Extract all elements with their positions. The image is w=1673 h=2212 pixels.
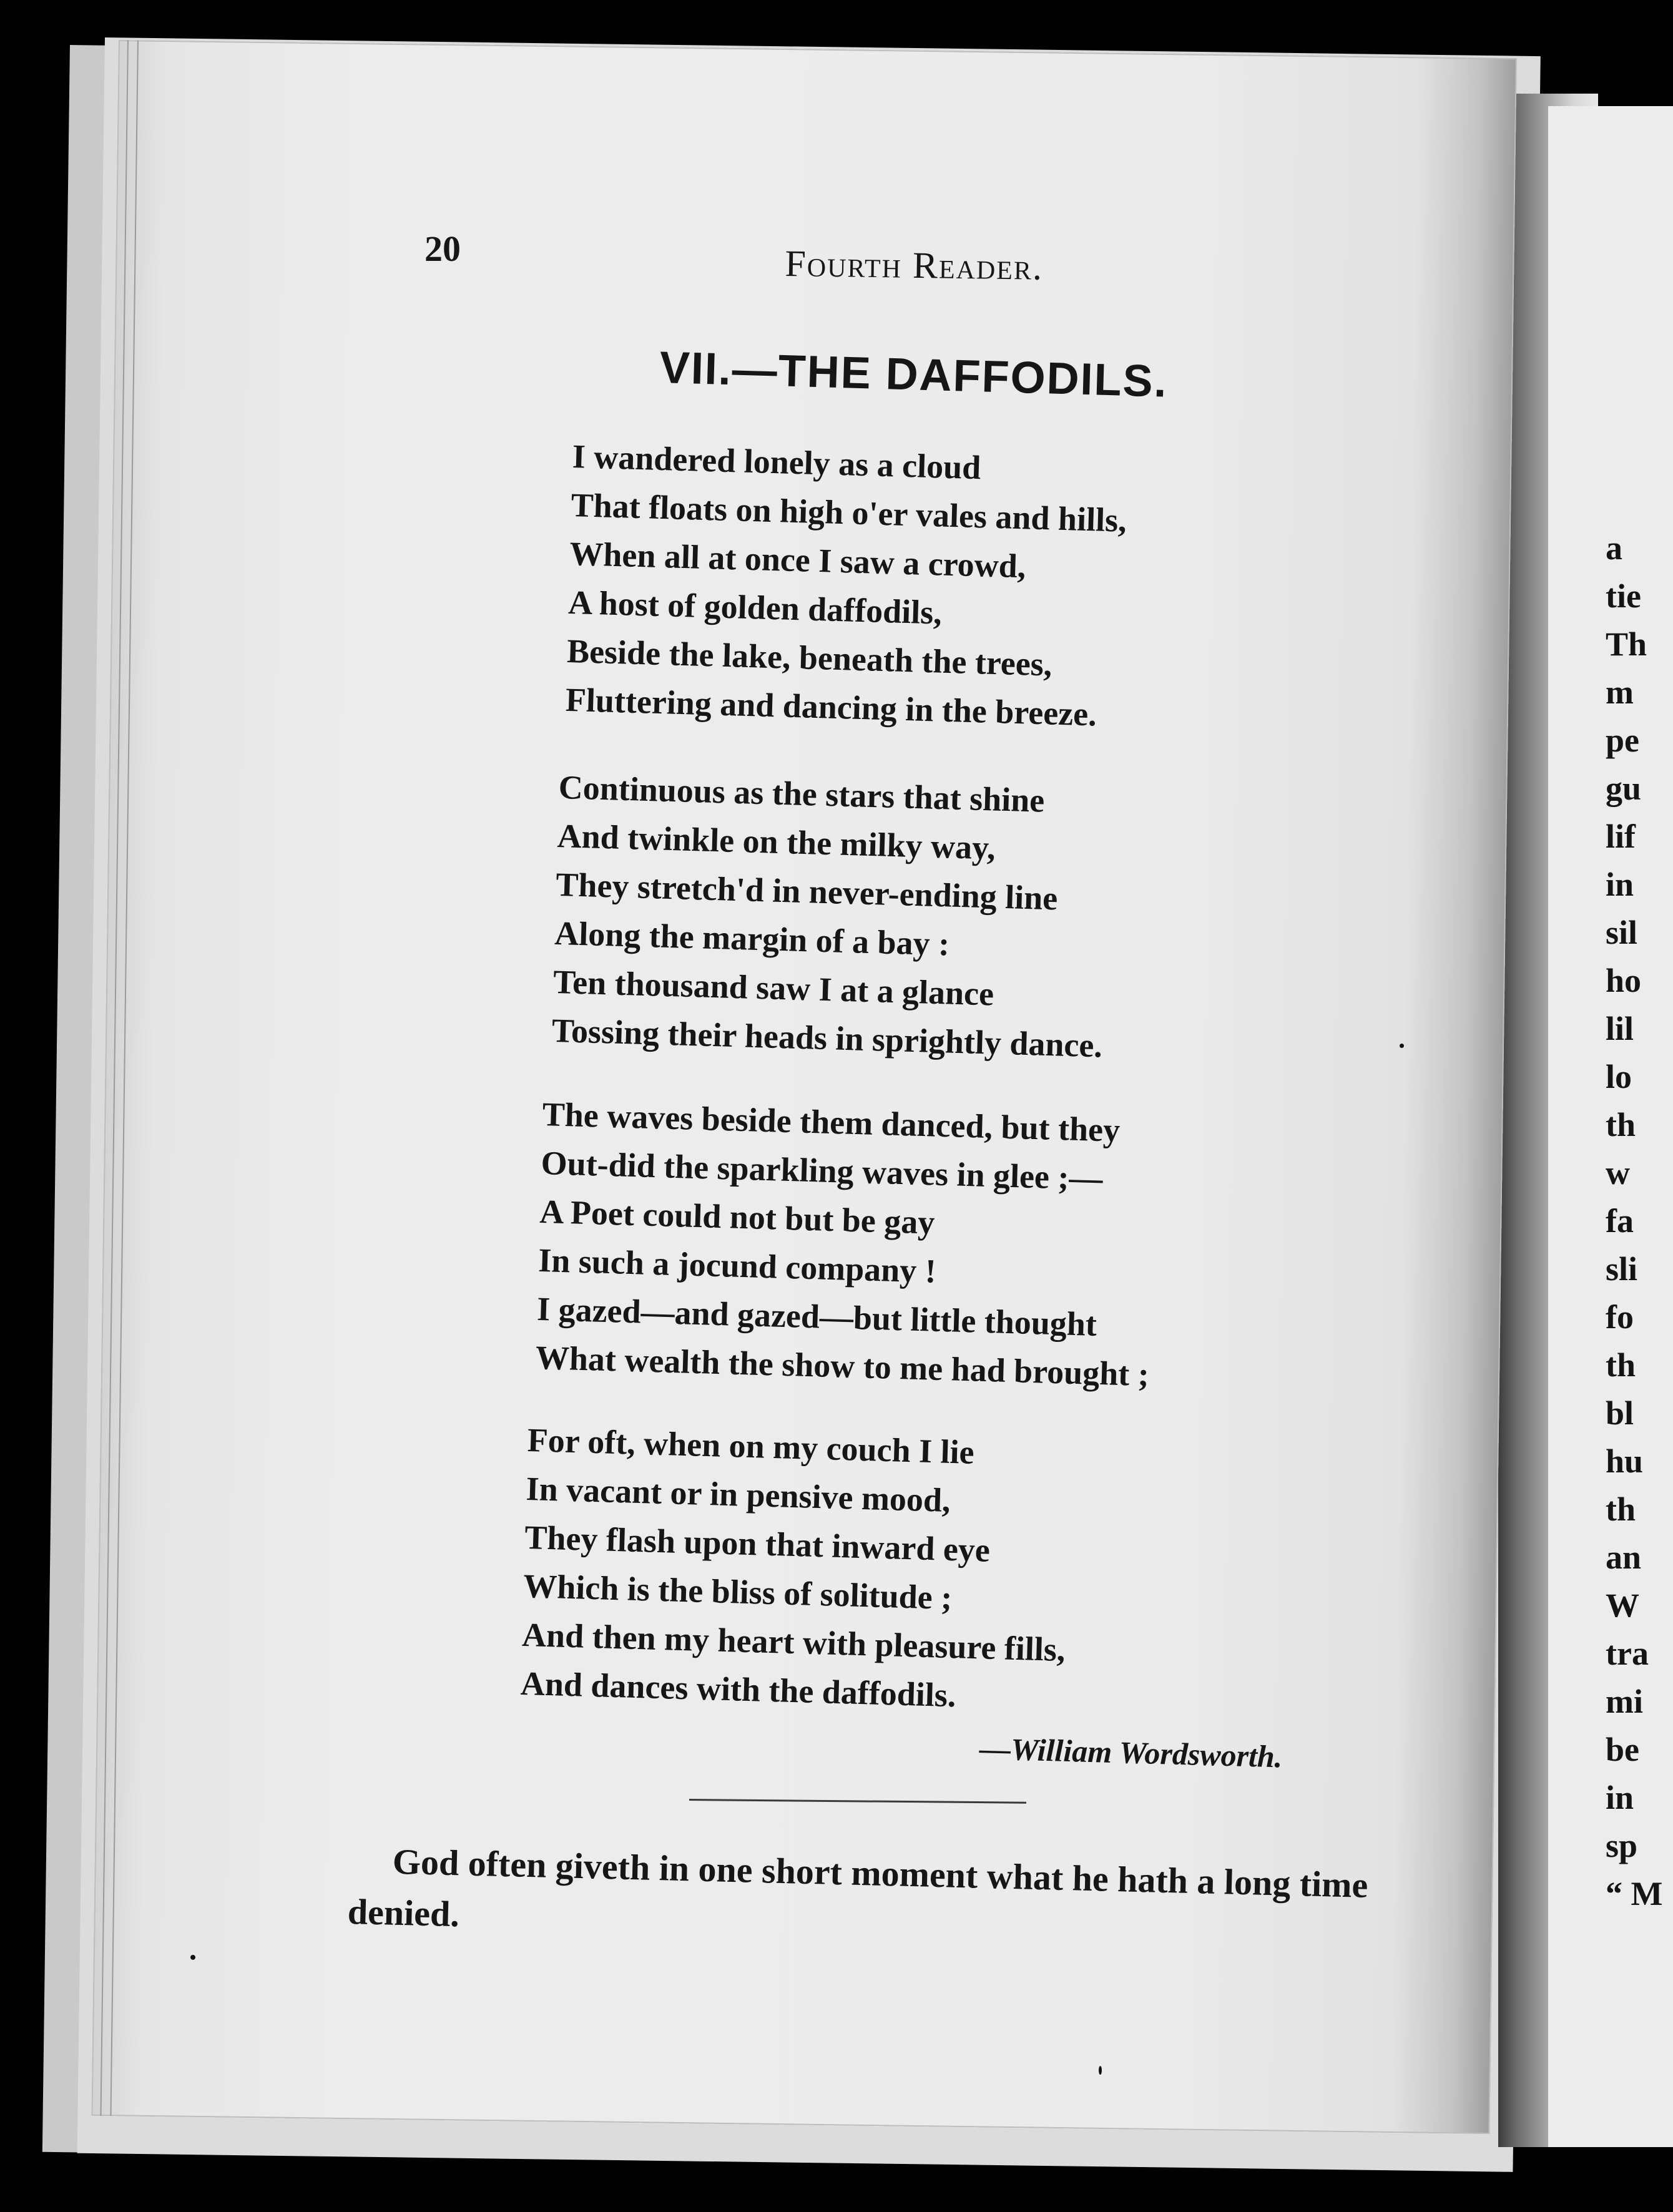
facing-page-fragment: bl xyxy=(1606,1394,1634,1432)
page-number: 20 xyxy=(424,228,461,269)
poem-line: I gazed—and gazed—but little thought xyxy=(536,1290,1097,1343)
paragraph-indent xyxy=(349,1872,393,1874)
facing-page-fragment: ho xyxy=(1606,962,1642,999)
facing-page-fragment: in xyxy=(1606,1779,1634,1816)
facing-page-fragment: mi xyxy=(1606,1683,1643,1720)
poem-line: And twinkle on the milky way, xyxy=(556,816,996,867)
poem-line: Out-did the sparkling waves in glee ;— xyxy=(540,1143,1104,1198)
poem-line: That floats on high o'er vales and hills, xyxy=(570,486,1127,539)
poem-stanza xyxy=(535,1090,1157,1399)
facing-page-fragment: m xyxy=(1606,673,1634,711)
poem-line: Which is the bliss of solitude ; xyxy=(523,1567,953,1617)
facing-page-fragment: pe xyxy=(1606,722,1639,759)
facing-page-fragment: th xyxy=(1606,1490,1636,1528)
poem-line: Fluttering and dancing in the breeze. xyxy=(565,680,1097,733)
poem-line: They flash upon that inward eye xyxy=(524,1518,991,1569)
poem-stanza xyxy=(520,1416,1071,1723)
poem-line: A Poet could not but be gay xyxy=(539,1192,936,1241)
facing-page-fragment: lil xyxy=(1606,1010,1634,1047)
facing-page-fragment: fo xyxy=(1606,1298,1634,1336)
facing-page-fragment: tie xyxy=(1606,577,1641,615)
poem-line: And then my heart with pleasure fills, xyxy=(521,1615,1066,1669)
poem-line: In vacant or in pensive mood, xyxy=(525,1469,951,1519)
poem-attribution: —William Wordsworth. xyxy=(979,1730,1283,1774)
poem-line: What wealth the show to me had brought ; xyxy=(535,1338,1150,1394)
facing-page-fragment: w xyxy=(1606,1154,1630,1192)
facing-page-fragment: lo xyxy=(1606,1058,1632,1095)
poem-line: Beside the lake, beneath the trees, xyxy=(566,632,1053,683)
facing-page-fragment: sil xyxy=(1606,914,1638,951)
facing-page-fragment: tra xyxy=(1606,1635,1649,1672)
facing-page-fragment: a xyxy=(1606,529,1622,567)
facing-page-fragment: fa xyxy=(1606,1202,1634,1240)
facing-page-fragment: W xyxy=(1606,1587,1639,1624)
poem-line: For oft, when on my couch I lie xyxy=(527,1421,975,1471)
facing-page-fragment: lif xyxy=(1606,818,1636,855)
poem-line: A host of golden daffodils, xyxy=(567,583,943,632)
section-divider xyxy=(689,1799,1026,1804)
facing-page-fragment: sli xyxy=(1606,1250,1638,1288)
facing-page-fragment: sp xyxy=(1606,1827,1638,1864)
dust-speck xyxy=(190,1955,195,1960)
facing-page-fragment: gu xyxy=(1606,770,1642,807)
poem-line: Ten thousand saw I at a glance xyxy=(552,962,994,1013)
poem-line: Tossing their heads in sprightly dance. xyxy=(551,1011,1103,1065)
poem-line: Along the margin of a bay : xyxy=(554,914,950,963)
poem-stanza xyxy=(565,432,1129,740)
dust-speck xyxy=(1400,1044,1404,1048)
poem-line: The waves beside them danced, but they xyxy=(542,1095,1121,1149)
chapter-title: VII.—THE DAFFODILS. xyxy=(659,342,1169,407)
facing-page-fragment: in xyxy=(1606,866,1634,903)
facing-page-fragment: th xyxy=(1606,1106,1636,1143)
facing-page-fragment: “ M xyxy=(1606,1875,1663,1912)
running-head: Fourth Reader. xyxy=(785,242,1044,288)
facing-page-fragment: Th xyxy=(1606,625,1647,663)
poem-line: I wandered lonely as a cloud xyxy=(572,437,982,487)
poem-line: Continuous as the stars that shine xyxy=(558,768,1046,820)
proverb-paragraph xyxy=(347,1835,1386,1963)
facing-page-fragment: an xyxy=(1606,1539,1642,1576)
facing-page-fragment: th xyxy=(1606,1346,1636,1384)
poem-line: And dances with the daffodils. xyxy=(520,1664,957,1715)
dust-speck xyxy=(1099,2066,1102,2075)
poem-stanza xyxy=(551,763,1110,1070)
facing-page-fragment: hu xyxy=(1606,1442,1644,1480)
proverb-text: God often giveth in one short moment what he hath a long time denied. xyxy=(347,1841,1369,1935)
poem-line: When all at once I saw a crowd, xyxy=(569,534,1027,585)
poem-line: They stretch'd in never-ending line xyxy=(555,865,1059,918)
poem-line: In such a jocund company ! xyxy=(537,1241,937,1290)
facing-page-fragment: be xyxy=(1606,1731,1639,1768)
